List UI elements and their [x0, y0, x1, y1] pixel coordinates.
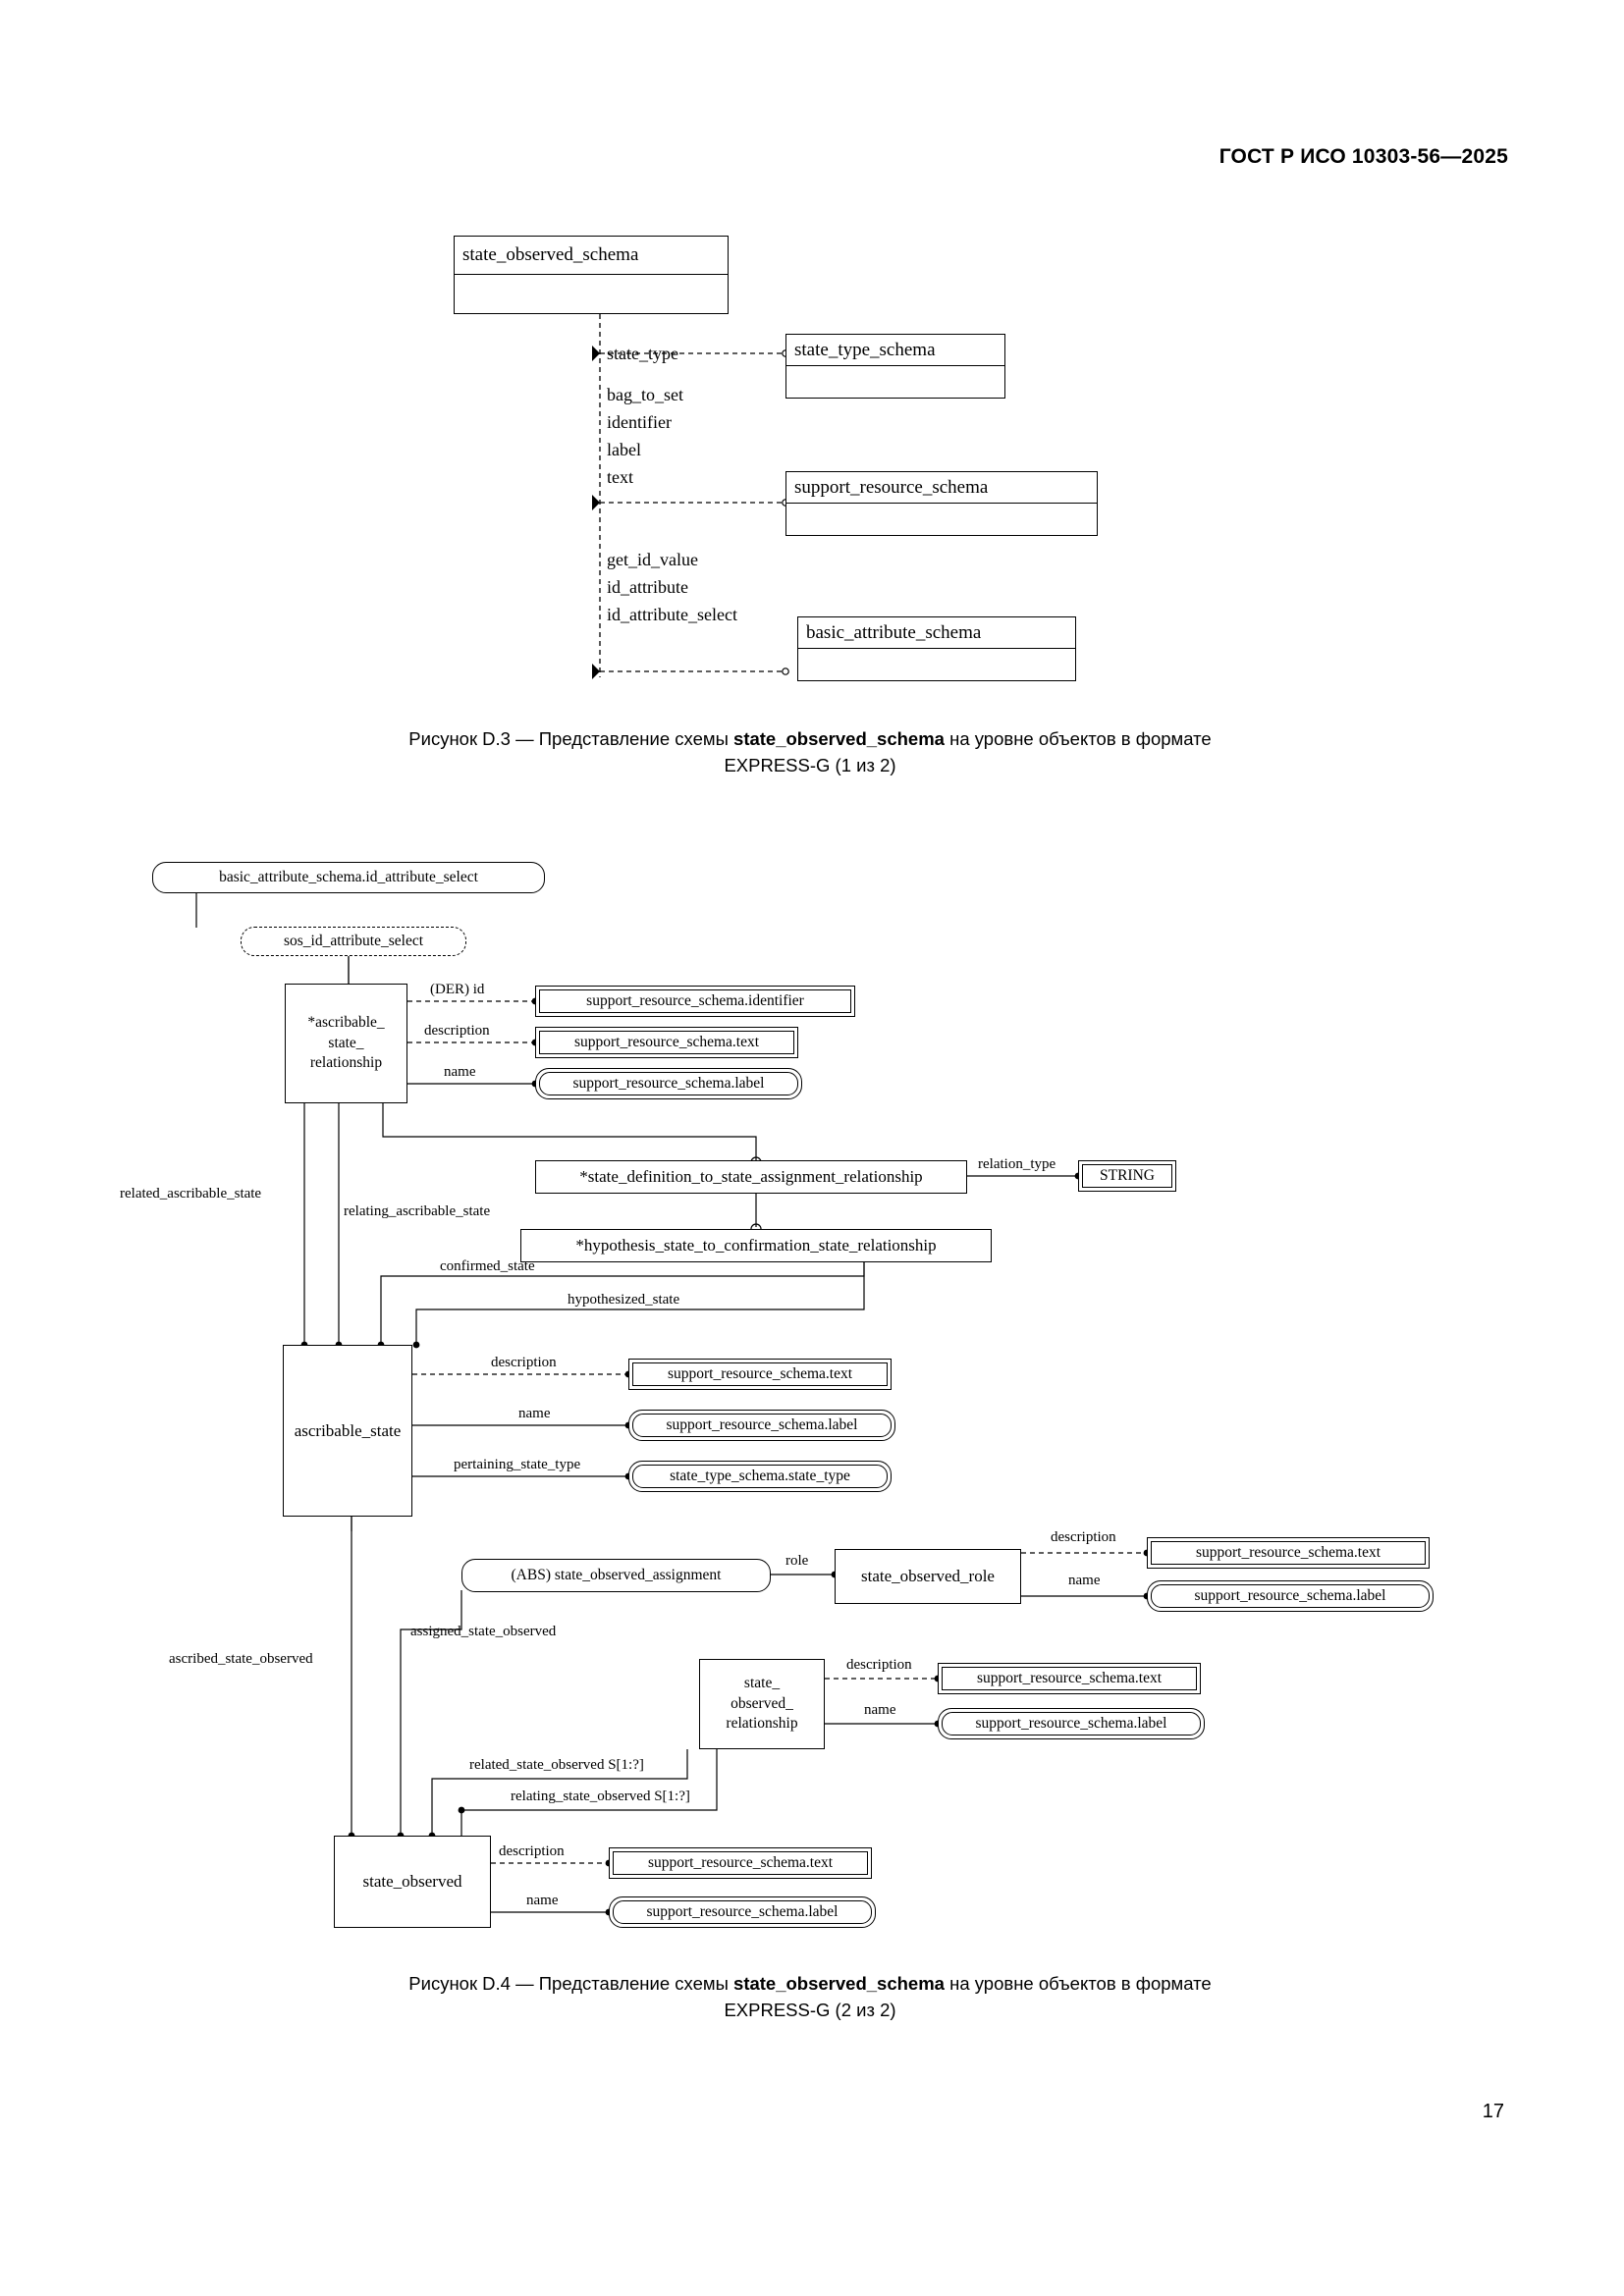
schema-box-state-type-schema[interactable]	[785, 334, 1005, 399]
entity-ascribable-state-relationship[interactable]	[285, 984, 407, 1103]
entity-label: state_observed	[362, 1872, 462, 1892]
caption-line2: EXPRESS-G (2 из 2)	[724, 1999, 896, 2020]
schema-title: basic_attribute_schema	[798, 617, 1075, 649]
interface-item-id-attribute-select: id_attribute_select	[607, 605, 737, 624]
node-support-resource-schema-text-1[interactable]	[535, 1027, 798, 1058]
entity-label: ascribable_state	[294, 1420, 402, 1440]
document-header-standard: ГОСТ Р ИСО 10303-56—2025	[1218, 145, 1508, 168]
edge-label-pertaining-state-type: pertaining_state_type	[454, 1457, 581, 1472]
edge-label-role: role	[785, 1553, 809, 1569]
edge-label-description-4: description	[846, 1657, 912, 1673]
interface-item-id-attribute: id_attribute	[607, 577, 688, 597]
caption-schema-name: state_observed_schema	[733, 1973, 945, 1994]
node-label: support_resource_schema.text	[667, 1365, 853, 1382]
edge-label-assigned-state-observed: assigned_state_observed	[410, 1624, 557, 1639]
edge-label-der-id: (DER) id	[430, 982, 485, 997]
entity-hypothesis-state-to-confirmation-state-relationship[interactable]	[520, 1229, 992, 1262]
node-label: support_resource_schema.text	[647, 1854, 834, 1871]
schema-box-basic-attribute-schema[interactable]	[797, 616, 1076, 681]
interface-item-identifier: identifier	[607, 412, 672, 432]
node-support-resource-schema-label-2[interactable]	[628, 1410, 895, 1441]
figure-d3-caption	[177, 726, 1443, 779]
interface-item-get-id-value: get_id_value	[607, 550, 698, 569]
node-label: support_resource_schema.label	[572, 1075, 765, 1092]
node-basic-attribute-schema-id-attribute-select[interactable]	[152, 862, 545, 893]
edge-label-confirmed-state: confirmed_state	[440, 1258, 535, 1274]
edge-label-description-1: description	[424, 1023, 490, 1039]
caption-schema-name: state_observed_schema	[733, 728, 945, 749]
interface-item-label: label	[607, 440, 641, 459]
node-label: support_resource_schema.text	[1195, 1544, 1381, 1561]
entity-label-line3: relationship	[726, 1715, 798, 1733]
node-support-resource-schema-text-4[interactable]	[938, 1663, 1201, 1694]
entity-label: state_observed_role	[861, 1567, 995, 1586]
edge-label-name-1: name	[444, 1064, 476, 1080]
caption-text-post: на уровне объектов в формате	[944, 728, 1212, 749]
page-number: 17	[1482, 2101, 1504, 2122]
node-support-resource-schema-label-3[interactable]	[1147, 1580, 1434, 1612]
entity-state-observed-role[interactable]	[835, 1549, 1021, 1604]
node-label: support_resource_schema.label	[666, 1416, 858, 1433]
edge-label-name-2: name	[518, 1406, 551, 1421]
node-support-resource-schema-identifier[interactable]	[535, 986, 855, 1017]
node-support-resource-schema-text-2[interactable]	[628, 1359, 892, 1390]
schema-box-state-observed-schema[interactable]	[454, 236, 729, 314]
node-support-resource-schema-text-5[interactable]	[609, 1847, 872, 1879]
edge-label-description-3: description	[1051, 1529, 1116, 1545]
edge-label-relating-state-observed: relating_state_observed S[1:?]	[511, 1789, 690, 1804]
node-label: support_resource_schema.label	[1194, 1587, 1386, 1604]
entity-state-observed-assignment[interactable]	[461, 1559, 771, 1592]
entity-label-line3: relationship	[309, 1054, 383, 1072]
node-sos-id-attribute-select[interactable]	[241, 927, 466, 956]
node-label: sos_id_attribute_select	[283, 933, 424, 949]
edge-label-ascribed-state-observed: ascribed_state_observed	[169, 1651, 313, 1667]
node-support-resource-schema-label-1[interactable]	[535, 1068, 802, 1099]
schema-title: state_type_schema	[786, 335, 1004, 366]
edge-label-related-state-observed: related_state_observed S[1:?]	[469, 1757, 644, 1773]
node-state-type-schema-state-type[interactable]	[628, 1461, 892, 1492]
edge-label-relation-type: relation_type	[978, 1156, 1056, 1172]
node-support-resource-schema-text-3[interactable]	[1147, 1537, 1430, 1569]
node-label: basic_attribute_schema.id_attribute_select	[219, 869, 478, 885]
interface-item-state-type: state_type	[607, 344, 678, 363]
edge-label-hypothesized-state: hypothesized_state	[568, 1292, 680, 1308]
edge-label-description-2: description	[491, 1355, 557, 1370]
entity-label-line2: state_	[328, 1034, 364, 1051]
caption-text-post: на уровне объектов в формате	[944, 1973, 1212, 1994]
edge-label-name-3: name	[1068, 1573, 1101, 1588]
caption-line2: EXPRESS-G (1 из 2)	[724, 754, 896, 775]
node-label: support_resource_schema.identifier	[586, 992, 804, 1009]
entity-state-observed-relationship[interactable]	[699, 1659, 825, 1749]
caption-text-pre: Рисунок D.4 — Представление схемы	[408, 1973, 734, 1994]
edge-label-description-5: description	[499, 1843, 565, 1859]
schema-box-support-resource-schema[interactable]	[785, 471, 1098, 536]
entity-label: *hypothesis_state_to_confirmation_state_relationship	[575, 1236, 937, 1255]
edge-label-name-4: name	[864, 1702, 896, 1718]
node-label: state_type_schema.state_type	[670, 1468, 850, 1484]
schema-title: state_observed_schema	[455, 237, 728, 275]
caption-text-pre: Рисунок D.3 — Представление схемы	[408, 728, 734, 749]
node-label: support_resource_schema.label	[646, 1903, 839, 1920]
entity-label-line1: *ascribable_	[307, 1013, 385, 1031]
entity-label-line1: state_	[743, 1674, 781, 1691]
node-string[interactable]	[1078, 1160, 1176, 1192]
node-label: support_resource_schema.text	[976, 1670, 1163, 1686]
figure-d4-caption	[177, 1971, 1443, 2024]
node-label: STRING	[1100, 1167, 1155, 1184]
entity-state-definition-to-state-assignment-relationship[interactable]	[535, 1160, 967, 1194]
entity-label-line2: observed_	[731, 1694, 793, 1712]
node-label: support_resource_schema.text	[573, 1034, 760, 1050]
edge-label-relating-ascribable-state: relating_ascribable_state	[344, 1203, 491, 1219]
edge-label-related-ascribable-state: related_ascribable_state	[120, 1186, 262, 1201]
edge-label-name-5: name	[526, 1893, 559, 1908]
schema-title: support_resource_schema	[786, 472, 1097, 504]
entity-ascribable-state[interactable]	[283, 1345, 412, 1517]
entity-label: (ABS) state_observed_assignment	[511, 1567, 722, 1583]
node-support-resource-schema-label-5[interactable]	[609, 1896, 876, 1928]
entity-label: *state_definition_to_state_assignment_relationship	[579, 1167, 923, 1187]
node-support-resource-schema-label-4[interactable]	[938, 1708, 1205, 1739]
entity-state-observed[interactable]	[334, 1836, 491, 1928]
interface-item-bag-to-set: bag_to_set	[607, 385, 683, 404]
node-label: support_resource_schema.label	[975, 1715, 1167, 1732]
interface-item-text: text	[607, 467, 633, 487]
